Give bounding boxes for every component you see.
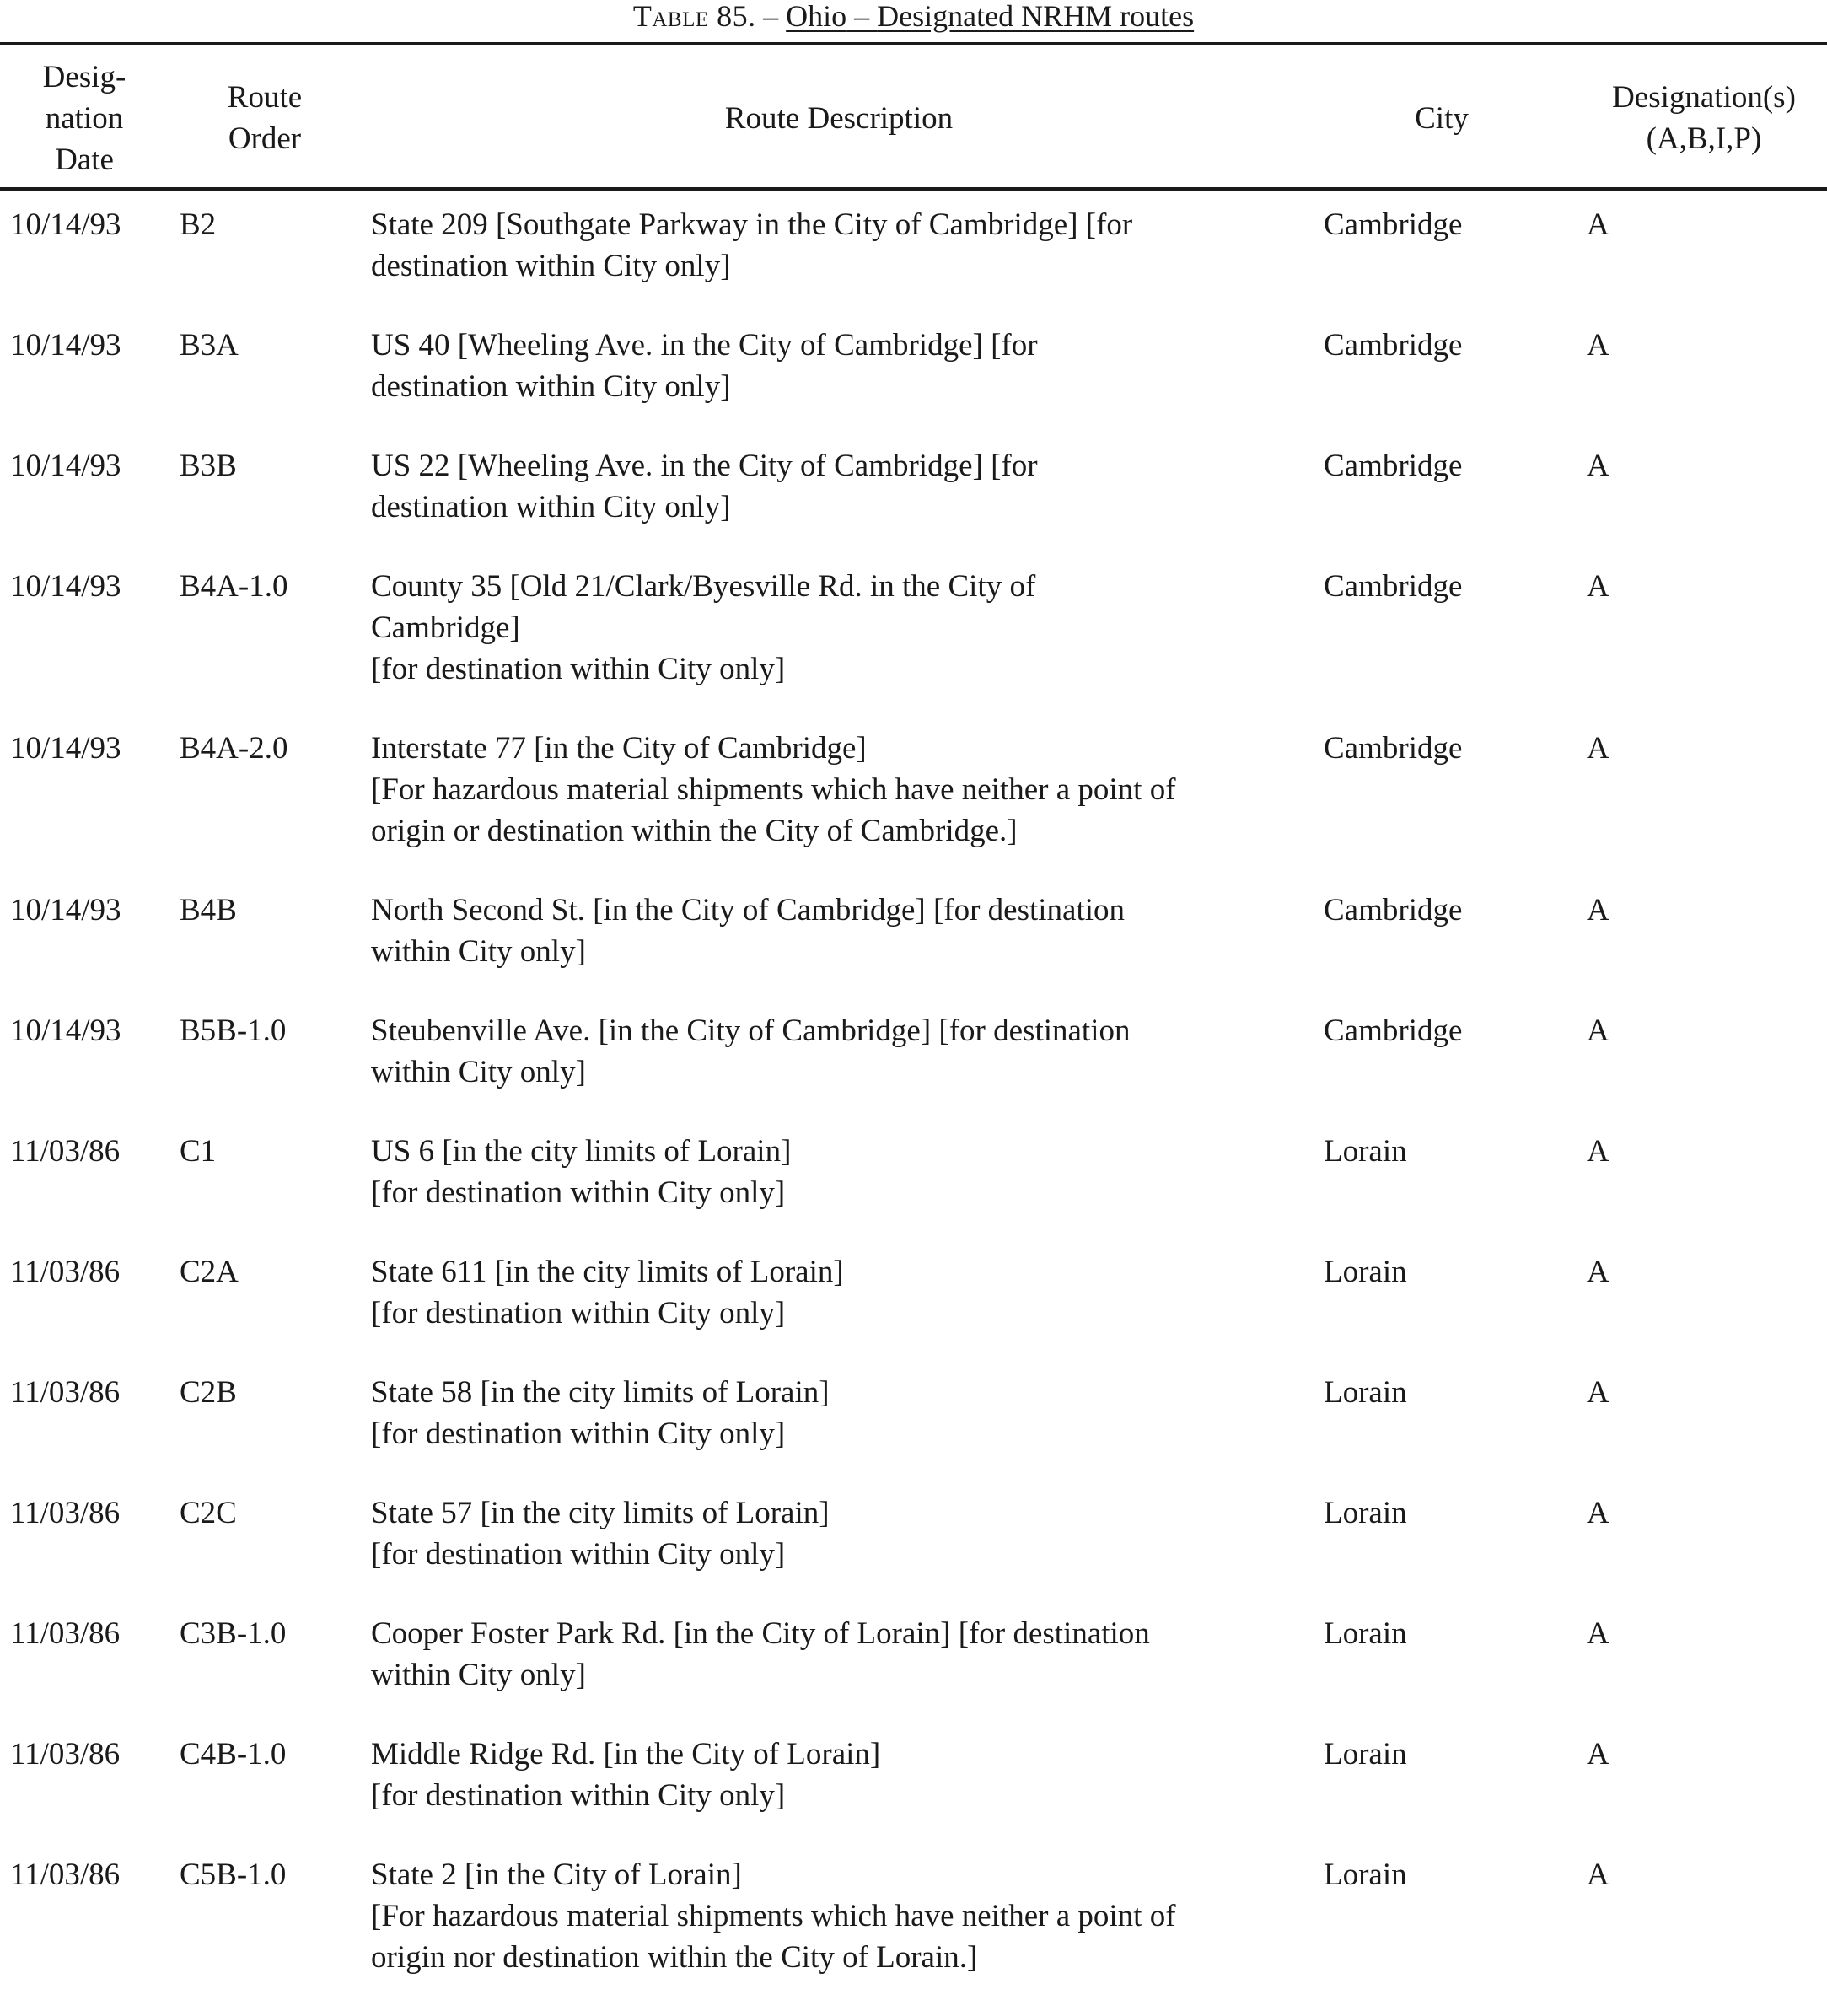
route-description (371, 1734, 1307, 1816)
route-order: C5B-1.0 (180, 1857, 287, 1892)
designation-code: A (1587, 893, 1609, 927)
city: Lorain (1324, 1375, 1407, 1410)
description-line: origin or destination within the City of Cambridge.] (371, 814, 1018, 848)
table-row (0, 1854, 1827, 1978)
route-order: B5B-1.0 (180, 1013, 287, 1048)
table-row (0, 1734, 1827, 1816)
designation-date: 11/03/86 (10, 1737, 121, 1771)
description-line: Steubenville Ave. [in the City of Cambridge] [for destination (371, 1013, 1131, 1048)
designation-date: 11/03/86 (10, 1375, 121, 1410)
designation-code: A (1587, 1375, 1609, 1410)
city: Lorain (1324, 1616, 1407, 1651)
table-row (0, 1613, 1827, 1696)
route-description (371, 204, 1307, 287)
route-description (371, 325, 1307, 407)
route-order: C2B (180, 1375, 237, 1410)
designation-date: 11/03/86 (10, 1134, 121, 1169)
description-line: [for destination within City only] (371, 1537, 786, 1572)
header-line: Order (228, 121, 302, 156)
header-line: Designation(s) (1612, 80, 1796, 115)
city: Cambridge (1324, 1013, 1463, 1048)
description-line: [For hazardous material shipments which have neither a point of (371, 772, 1176, 807)
route-order: B4B (180, 893, 237, 927)
city: Cambridge (1324, 893, 1463, 927)
table-row (0, 728, 1827, 852)
designation-code: A (1587, 569, 1609, 604)
route-description (371, 728, 1307, 852)
table-row (0, 890, 1827, 972)
caption-separator-2: – (846, 0, 878, 33)
city: Cambridge (1324, 731, 1463, 766)
description-line: Middle Ridge Rd. [in the City of Lorain] (371, 1737, 881, 1771)
description-line: within City only] (371, 1055, 586, 1089)
header-designations (1581, 51, 1827, 185)
route-description (371, 445, 1307, 528)
designation-date: 10/14/93 (10, 207, 121, 242)
description-line: State 58 [in the city limits of Lorain] (371, 1375, 830, 1410)
designation-date: 11/03/86 (10, 1255, 121, 1289)
route-order: C4B-1.0 (180, 1737, 287, 1771)
designation-code: A (1587, 1737, 1609, 1771)
description-line: within City only] (371, 934, 586, 969)
description-line: [for destination within City only] (371, 1296, 786, 1331)
city: Lorain (1324, 1857, 1407, 1892)
header-route-order (180, 51, 349, 185)
description-line: Interstate 77 [in the City of Cambridge] (371, 731, 867, 766)
description-line: destination within City only] (371, 369, 731, 404)
header-line: Route Description (724, 100, 954, 136)
designation-date: 10/14/93 (10, 569, 121, 604)
designation-code: A (1587, 328, 1609, 363)
route-order: C1 (180, 1134, 217, 1169)
header-route-description (363, 51, 1315, 185)
top-rule (0, 42, 1827, 45)
route-order: C2A (180, 1255, 239, 1289)
table-label: Table 85 (632, 0, 749, 33)
designation-date: 11/03/86 (10, 1616, 121, 1651)
route-description (371, 1010, 1307, 1093)
designation-code: A (1587, 1255, 1609, 1289)
designation-date: 10/14/93 (10, 1013, 121, 1048)
header-line: Desig- (42, 59, 126, 94)
description-line: [for destination within City only] (371, 1778, 786, 1813)
table-row (0, 1131, 1827, 1213)
table-body (0, 204, 1827, 2016)
table-row (0, 1251, 1827, 1334)
route-description (371, 1372, 1307, 1454)
description-line: US 6 [in the city limits of Lorain] (371, 1134, 792, 1169)
city: Lorain (1324, 1134, 1407, 1169)
city: Cambridge (1324, 449, 1463, 483)
route-description (371, 1492, 1307, 1575)
description-line: North Second St. [in the City of Cambridge] [for destination (371, 893, 1126, 927)
table-row (0, 1492, 1827, 1575)
designation-code: A (1587, 731, 1609, 766)
description-line: Cambridge] (371, 610, 520, 645)
description-line: State 57 [in the city limits of Lorain] (371, 1496, 830, 1530)
table-row (0, 566, 1827, 690)
route-description (371, 1613, 1307, 1696)
header-line: Route (227, 80, 303, 115)
description-line: Cooper Foster Park Rd. [in the City of Lorain] [for destination (371, 1616, 1150, 1651)
caption-state: Ohio (786, 0, 847, 33)
city: Cambridge (1324, 328, 1463, 363)
designation-code: A (1587, 1013, 1609, 1048)
table-row (0, 325, 1827, 407)
designation-date: 11/03/86 (10, 1496, 121, 1530)
route-order: C2C (180, 1496, 237, 1530)
header-line: nation (45, 100, 124, 136)
designation-date: 10/14/93 (10, 449, 121, 483)
description-line: destination within City only] (371, 490, 731, 524)
city: Cambridge (1324, 569, 1463, 604)
designation-code: A (1587, 1616, 1609, 1651)
designation-date: 10/14/93 (10, 731, 121, 766)
designation-code: A (1587, 449, 1609, 483)
city: Lorain (1324, 1737, 1407, 1771)
table-caption (0, 0, 1827, 34)
designation-date: 10/14/93 (10, 893, 121, 927)
designation-date: 11/03/86 (10, 1857, 121, 1892)
caption-subject: Designated NRHM routes (877, 0, 1195, 33)
description-line: County 35 [Old 21/Clark/Byesville Rd. in the City of (371, 569, 1036, 604)
description-line: [for destination within City only] (371, 1175, 786, 1210)
description-line: [for destination within City only] (371, 652, 786, 686)
description-line: State 611 [in the city limits of Lorain] (371, 1255, 844, 1289)
description-line: US 40 [Wheeling Ave. in the City of Cambridge] [for (371, 328, 1038, 363)
description-line: State 2 [in the City of Lorain] (371, 1857, 742, 1892)
city: Cambridge (1324, 207, 1463, 242)
description-line: destination within City only] (371, 249, 731, 283)
description-line: origin nor destination within the City of Lorain.] (371, 1940, 978, 1975)
table-row (0, 204, 1827, 287)
header-rule (0, 187, 1827, 191)
header-designation-date (0, 51, 169, 185)
route-order: B4A-2.0 (180, 731, 288, 766)
table-row (0, 1010, 1827, 1093)
header-line: Date (55, 142, 114, 177)
designation-code: A (1587, 207, 1609, 242)
description-line: US 22 [Wheeling Ave. in the City of Cambridge] [for (371, 449, 1038, 483)
route-order: B3B (180, 449, 237, 483)
designation-code: A (1587, 1496, 1609, 1530)
designation-code: A (1587, 1134, 1609, 1169)
designation-code: A (1587, 1857, 1609, 1892)
route-order: C3B-1.0 (180, 1616, 287, 1651)
city: Lorain (1324, 1496, 1407, 1530)
route-description (371, 1251, 1307, 1334)
description-line: State 209 [Southgate Parkway in the City of Cambridge] [for (371, 207, 1133, 242)
description-line: within City only] (371, 1658, 586, 1692)
header-city (1315, 51, 1568, 185)
route-description (371, 1131, 1307, 1213)
table-row (0, 445, 1827, 528)
description-line: [For hazardous material shipments which have neither a point of (371, 1899, 1176, 1933)
description-line: [for destination within City only] (371, 1417, 786, 1451)
route-description (371, 890, 1307, 972)
city: Lorain (1324, 1255, 1407, 1289)
designation-date: 10/14/93 (10, 328, 121, 363)
route-order: B2 (180, 207, 217, 242)
route-description (371, 566, 1307, 690)
header-line: City (1415, 100, 1469, 136)
route-description (371, 1854, 1307, 1978)
caption-separator: . – (748, 0, 787, 33)
header-line: (A,B,I,P) (1646, 121, 1762, 156)
table-row (0, 1372, 1827, 1454)
route-order: B4A-1.0 (180, 569, 288, 604)
route-order: B3A (180, 328, 239, 363)
